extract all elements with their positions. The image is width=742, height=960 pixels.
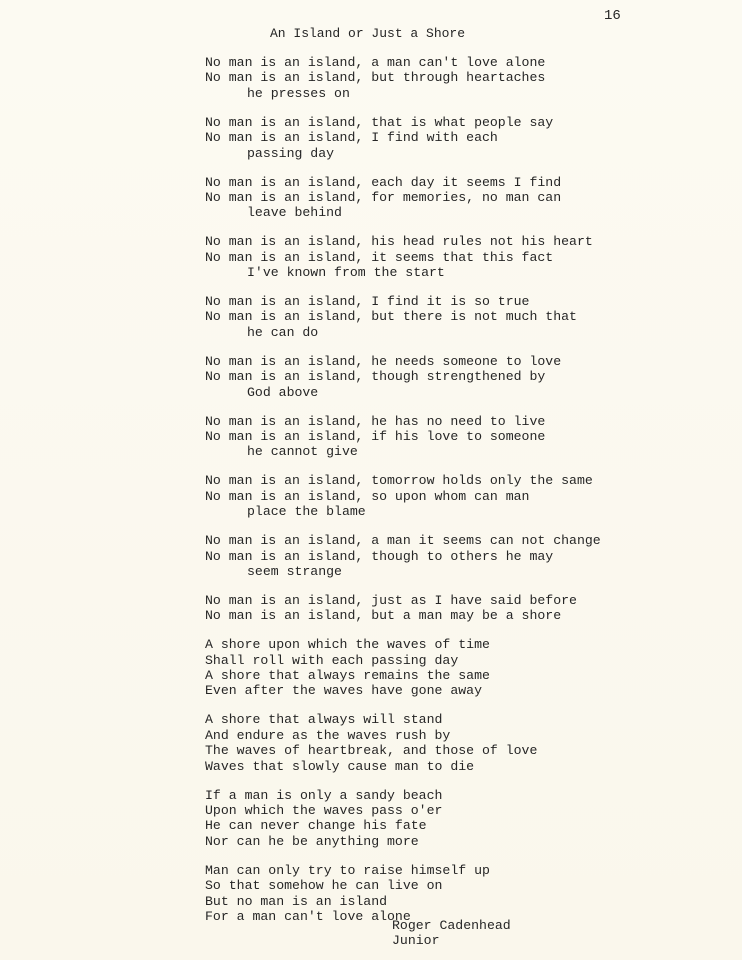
poem-line: No man is an island, but a man may be a shore — [205, 608, 562, 624]
poem-line: No man is an island, but through heartaches — [205, 70, 546, 86]
stanza — [205, 234, 601, 280]
poem-line: So that somehow he can live on — [205, 878, 443, 894]
poem-line: A shore upon which the waves of time — [205, 637, 490, 653]
stanza — [205, 354, 601, 400]
poem-line: No man is an island, that is what people say — [205, 114, 554, 130]
poem-line: Man can only try to raise himself up — [205, 862, 490, 878]
poem-line: Waves that slowly cause man to die — [205, 758, 475, 774]
poem-line: A shore that always will stand — [205, 712, 443, 728]
poem-line-continuation: God above — [247, 384, 319, 400]
stanza — [205, 712, 601, 774]
page-number: 16 — [604, 8, 621, 24]
stanza — [205, 637, 601, 699]
poem-line: No man is an island, for memories, no man can — [205, 189, 562, 205]
poem-line-continuation: he presses on — [247, 85, 350, 101]
poem-line: No man is an island, I find it is so true — [205, 294, 530, 310]
poem-line: No man is an island, if his love to someone — [205, 428, 546, 444]
poem-line: No man is an island, I find with each — [205, 130, 498, 146]
poem-line: No man is an island, just as I have said before — [205, 592, 577, 608]
stanza — [205, 533, 601, 579]
author-grade: Junior — [392, 933, 440, 949]
poem-line: No man is an island, he has no need to live — [205, 413, 546, 429]
author-name: Roger Cadenhead — [392, 918, 511, 933]
poem-line: Shall roll with each passing day — [205, 652, 459, 668]
poem-line: And endure as the waves rush by — [205, 727, 451, 743]
poem-line-continuation: he cannot give — [247, 444, 358, 460]
poem-line-continuation: place the blame — [247, 504, 366, 520]
stanza — [205, 55, 601, 101]
signature-block — [392, 918, 511, 949]
stanza — [205, 473, 601, 519]
poem-line-continuation: seem strange — [247, 563, 342, 579]
poem-line: But no man is an island — [205, 893, 388, 909]
poem-line: No man is an island, though to others he may — [205, 548, 554, 564]
poem-line: He can never change his fate — [205, 818, 427, 834]
poem-line: A shore that always remains the same — [205, 668, 490, 684]
poem-title: An Island or Just a Shore — [270, 26, 466, 41]
poem-line: No man is an island, though strengthened by — [205, 369, 546, 385]
stanza — [205, 175, 601, 221]
poem-line-continuation: passing day — [247, 145, 335, 161]
stanza — [205, 414, 601, 460]
poem-line: No man is an island, each day it seems I find — [205, 174, 562, 190]
stanza — [205, 115, 601, 161]
stanza — [205, 294, 601, 340]
poem-line: If a man is only a sandy beach — [205, 787, 443, 803]
poem-line-continuation: I've known from the start — [247, 265, 445, 281]
poem-line-continuation: leave behind — [247, 205, 342, 221]
poem-body — [205, 55, 601, 938]
stanza — [205, 593, 601, 624]
stanza — [205, 863, 601, 925]
stanza — [205, 788, 601, 850]
poem-line: No man is an island, a man it seems can not change — [205, 533, 601, 549]
poem-line: No man is an island, but there is not much that — [205, 309, 577, 325]
poem-line-continuation: he can do — [247, 324, 319, 340]
poem-line: Even after the waves have gone away — [205, 683, 482, 699]
poem-line: No man is an island, so upon whom can man — [205, 488, 530, 504]
poem-line: No man is an island, a man can't love alone — [205, 55, 546, 70]
poem-line: Nor can he be anything more — [205, 833, 419, 849]
poem-line: No man is an island, he needs someone to love — [205, 353, 562, 369]
poem-line: The waves of heartbreak, and those of love — [205, 743, 538, 759]
poem-line: For a man can't love alone — [205, 908, 411, 924]
poem-line: No man is an island, it seems that this fact — [205, 249, 554, 265]
poem-line: No man is an island, his head rules not his heart — [205, 234, 593, 250]
poem-line: No man is an island, tomorrow holds only the same — [205, 473, 593, 489]
poem-line: Upon which the waves pass o'er — [205, 802, 443, 818]
